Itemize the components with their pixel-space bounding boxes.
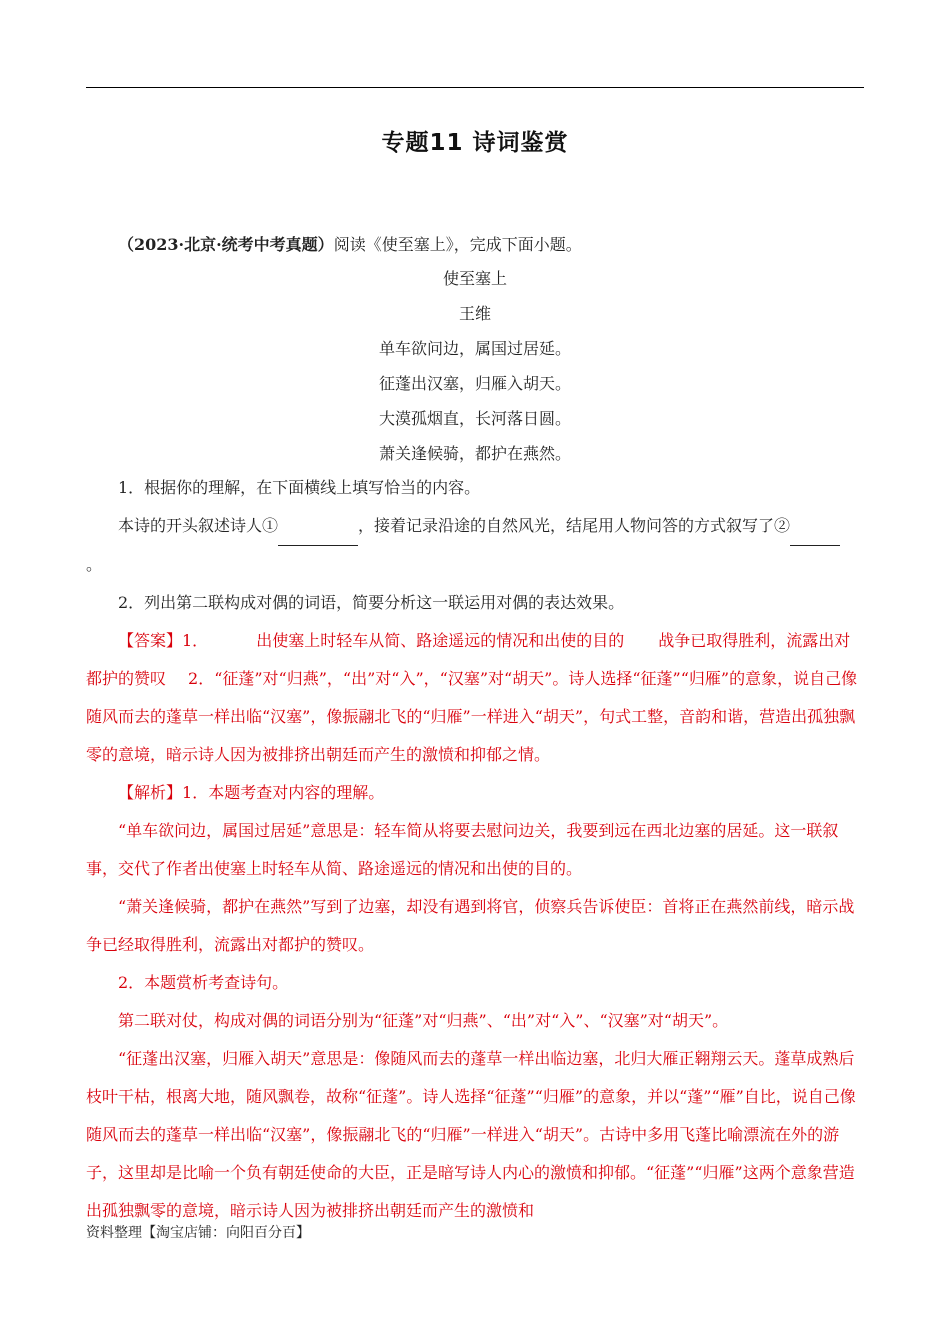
poem-author: 王维 [458,304,491,323]
q2-prompt: 2．列出第二联构成对偶的词语，简要分析这一联运用对偶的表达效果。 [118,593,625,612]
answer-part3: 2．“征蓬”对“归燕”，“出”对“入”，“汉塞”对“胡天”。诗人选择“征蓬”“归雁”的意象，说自己像随风而去的蓬草一样出临“汉塞”，像振翮北飞的“归雁”一样进入“胡天”，句式工整，音韵和谐，营造出孤独飘零的意境，暗示诗人因为被排挤出朝廷而产生的激愤和抑郁之情。 [86,669,858,764]
poem-line: 大漠孤烟直，长河落日圆。 [378,409,571,428]
page-footer: 资料整理【淘宝店铺：向阳百分百】 [86,1225,310,1241]
q1-prompt: 1．根据你的理解，在下面横线上填写恰当的内容。 [118,478,481,497]
q1-fill-text-b: ，接着记录沿途的自然风光，结尾用人物问答的方式叙写了② [358,516,791,535]
poem-line: 征蓬出汉塞，归雁入胡天。 [378,374,571,393]
analysis-p2: “单车欲问边，属国过居延”意思是：轻车简从将要去慰问边关，我要到远在西北边塞的居延。这一联叙事，交代了作者出使塞上时轻车从简、路途遥远的情况和出使的目的。 [86,821,839,878]
header-rule [86,87,864,88]
poem-line: 萧关逢候骑，都护在燕然。 [378,444,571,463]
blank-1 [278,507,358,546]
answer [86,622,864,774]
answer-part2: 战争已取得胜利，流露出对都护的赞叹 [86,631,851,688]
blank-2 [790,507,840,546]
analysis-p5: 第二联对仗，构成对偶的词语分别为“征蓬”对“归燕”、“出”对“入”、“汉塞”对“胡天”。 [118,1011,729,1030]
poem-line: 单车欲问边，属国过居延。 [378,339,571,358]
answer-part1: 出使塞上时轻车从简、路途遥远的情况和出使的目的 [256,631,625,650]
poem [86,261,864,471]
analysis-p3: “萧关逢候骑，都护在燕然”写到了边塞，却没有遇到将官，侦察兵告诉使臣：首将正在燕然前线，暗示战争已经取得胜利，流露出对都护的赞叹。 [86,897,855,954]
q1-fill-text-a: 本诗的开头叙述诗人① [118,516,279,535]
question-instruction: 阅读《使至塞上》，完成下面小题。 [333,235,582,254]
q1-fill [86,507,864,584]
analysis-p6: “征蓬出汉塞，归雁入胡天”意思是：像随风而去的蓬草一样出临边塞，北归大雁正翱翔云天。蓬草成熟后枝叶干枯，根离大地，随风飘卷，故称“征蓬”。诗人选择“征蓬”“归雁”的意象，并以“蓬”“雁”自比，说自己像随风而去的蓬草一样出临“汉塞”，像振翮北飞的“归雁”一样进入“胡天”。古诗中多用飞蓬比喻漂流在外的游子，这里却是比喻一个负有朝廷使命的大臣，正是暗写诗人内心的激愤和抑郁。“征蓬”“归雁”这两个意象营造出孤独飘零的意境，暗示诗人因为被排挤出朝廷而产生的激愤和 [86,1049,856,1220]
question-source: （2023·北京·统考中考真题） [118,235,334,254]
analysis-heading [86,774,864,812]
page-title: 专题11 诗词鉴赏 [381,130,569,156]
analysis-label: 【解析】 [118,783,183,802]
poem-title: 使至塞上 [442,269,507,288]
answer-label: 【答案】1． [118,631,209,650]
q1-fill-end: 。 [86,555,103,574]
analysis-p1: 1．本题考查对内容的理解。 [182,783,385,802]
document-body [86,226,864,1230]
analysis-p4: 2．本题赏析考查诗句。 [118,973,289,992]
question-intro [86,226,864,264]
